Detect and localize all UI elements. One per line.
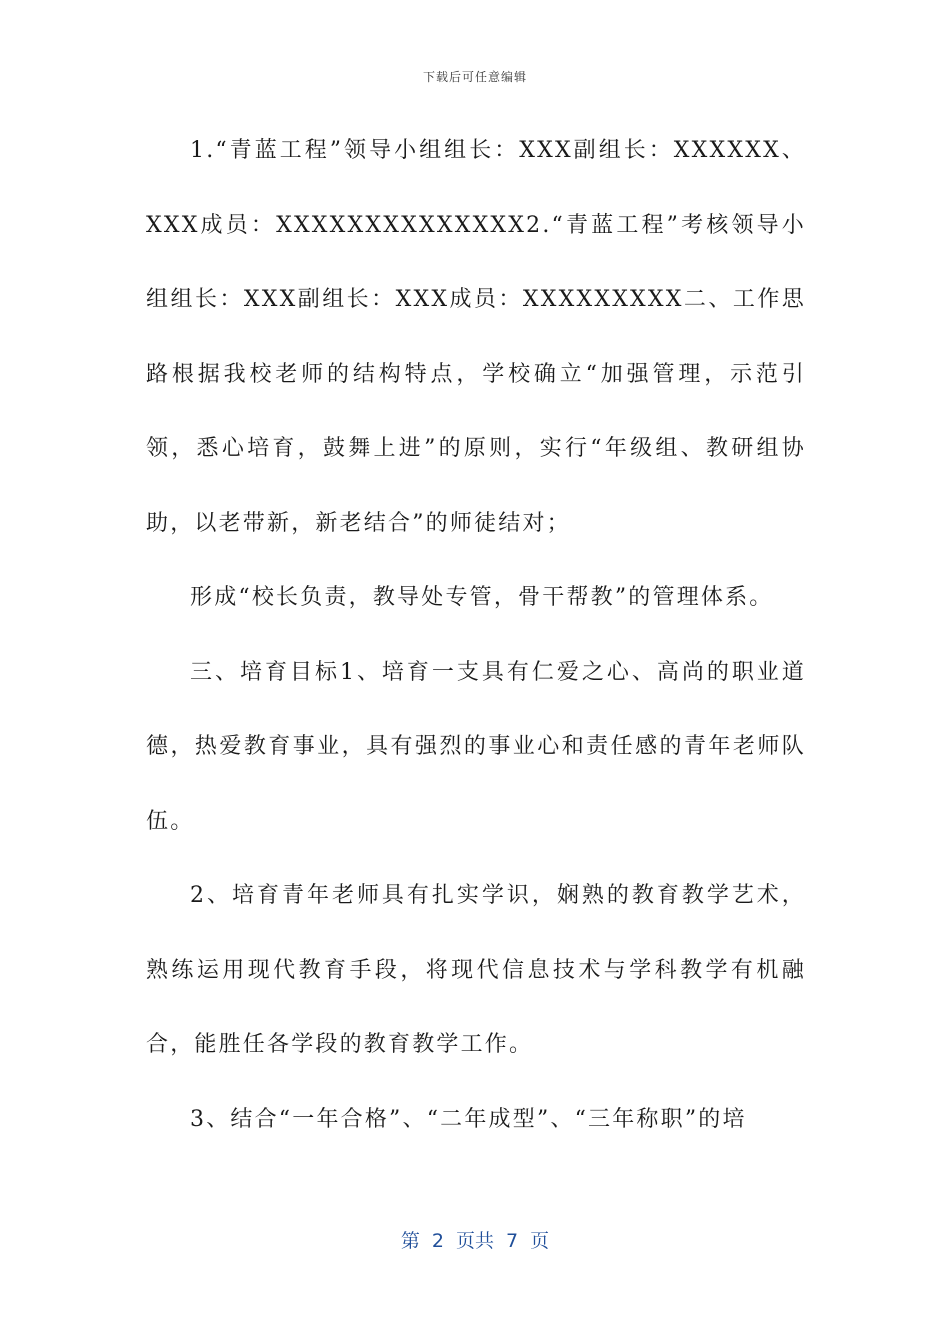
document-body [146,114,806,1157]
header-note: 下载后可任意编辑 [422,70,527,84]
paragraph-goal-3: 3、结合“一年合格”、“二年成型”、“三年称职”的培 [190,1106,747,1132]
page-footer [0,1226,950,1253]
paragraph-goal-1: 三、培育目标1、培育一支具有仁爱之心、高尚的职业道德，热爱教育事业，具有强烈的事业心和责任感的青年老师队伍。 [146,659,806,834]
footer-prefix: 第 [400,1230,420,1252]
footer-suffix: 页 [530,1230,550,1252]
paragraph-organization: 1.“青蓝工程”领导小组组长：XXX副组长：XXXXXX、XXX成员：XXXXXXXXXXXXXX2.“青蓝工程”考核领导小组组长：XXX副组长：XXX成员：XXXXXXXXX二、工作思路根据我校老师的结构特点，学校确立“加强管理，示范引领，悉心培育，鼓舞上进”的原则，实行“年级组、教研组协助，以老带新，新老结合”的师徒结对； [146,138,806,536]
footer-middle: 页共 [455,1230,494,1252]
footer-current-page: 2 [431,1230,444,1252]
paragraph-goal-2: 2、培育青年老师具有扎实学识，娴熟的教育教学艺术，熟练运用现代教育手段，将现代信息技术与学科教学有机融合，能胜任各学段的教育教学工作。 [146,883,806,1057]
paragraph-management-system: 形成“校长负责，教导处专管，骨干帮教”的管理体系。 [190,585,774,610]
footer-total-pages: 7 [506,1230,519,1252]
